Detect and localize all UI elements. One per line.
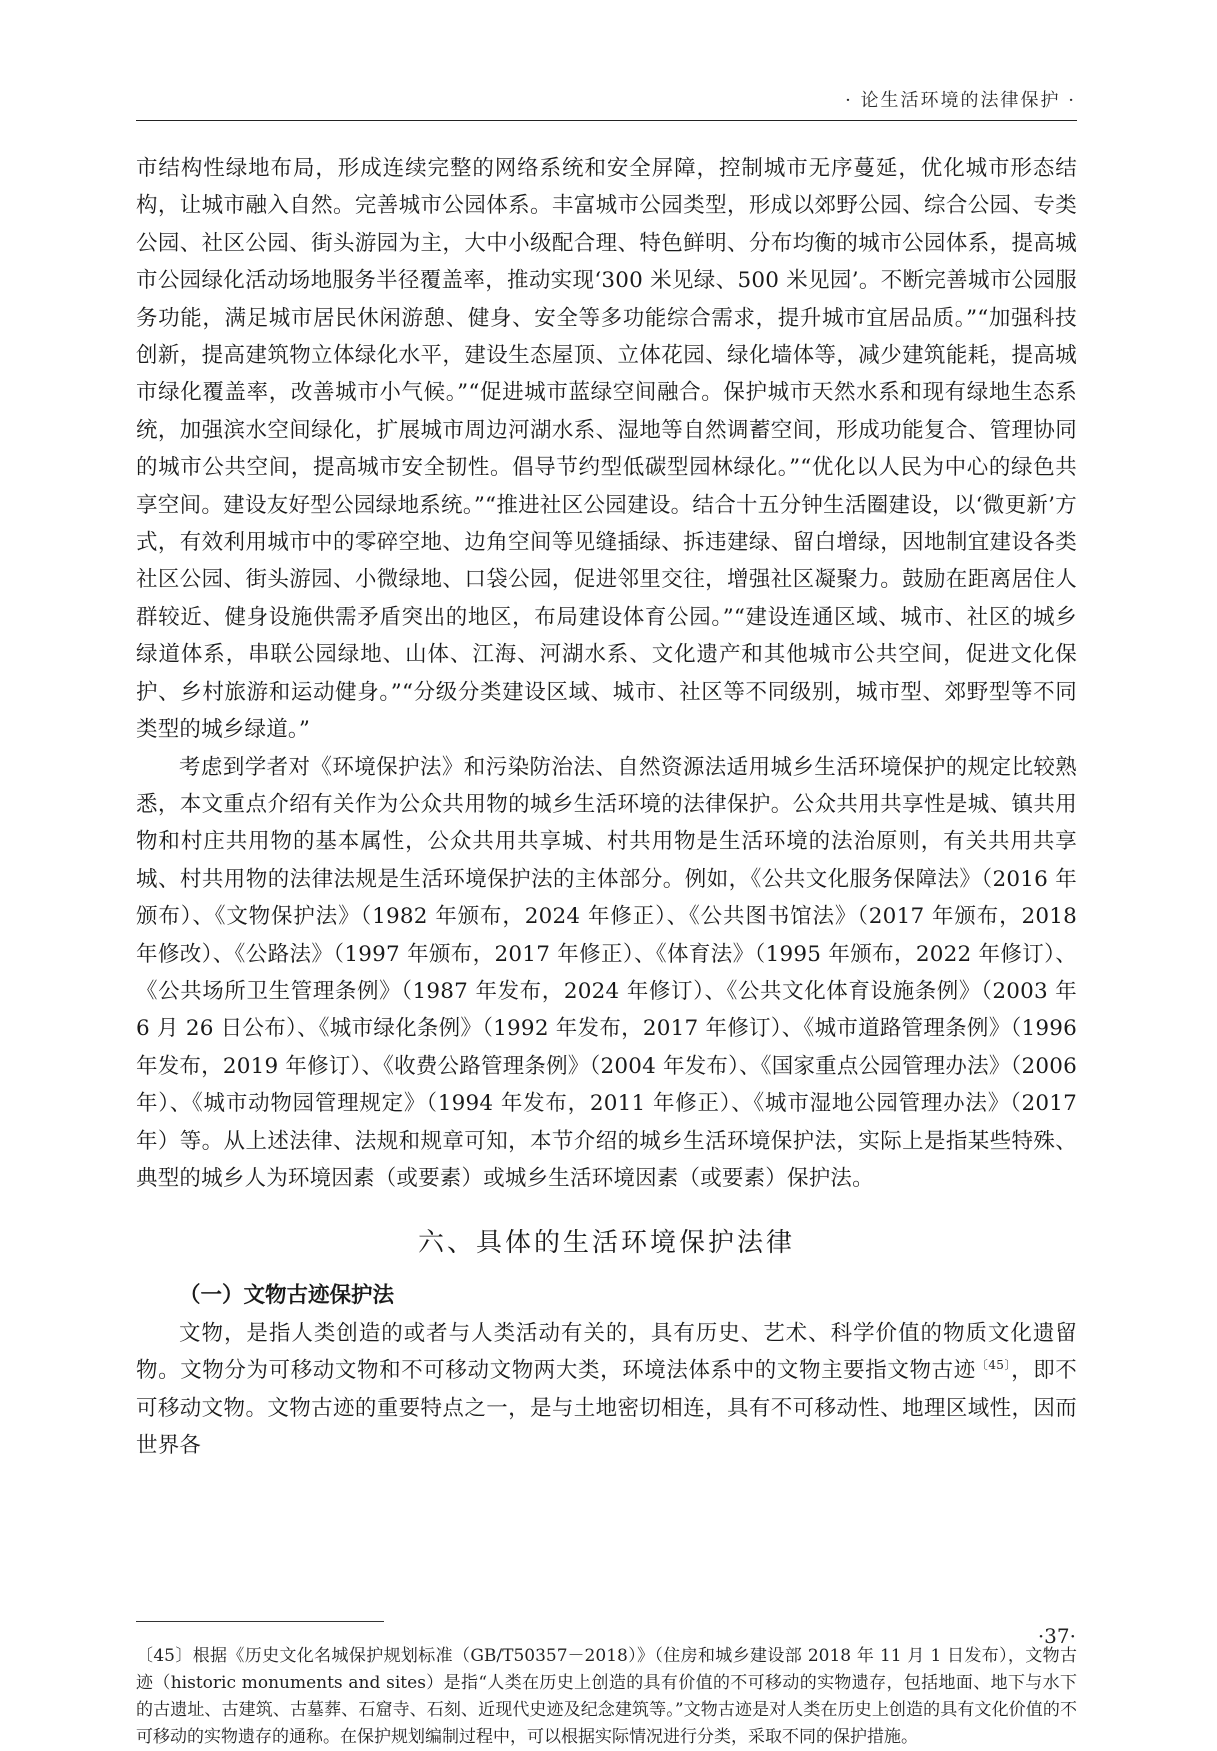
subsection-title: （一）文物古迹保护法 [179,1283,395,1309]
footnote-text: 〔45〕根据《历史文化名城保护规划标准（GB/T50357－2018）》（住房和城乡建设部 2018 年 11 月 1 日发布），文物古迹（historic monuments and sites）是指“人类在历史上创造的具有价值的不可移动的实物遗存，包括地面、地下与水下的古遗址、古建筑、古墓葬、石窟寺、石刻、近现代史迹及纪念建筑等。”文物古迹是对人类在历史上创造的具有文化价值的不可移动的实物遗存的通称。在保护规划编制过程中，可以根据实际情况进行分类，采取不同的保护措施。 [136,1646,1077,1747]
paragraph-3-before: 文物，是指人类创造的或者与人类活动有关的，具有历史、艺术、科学价值的物质文化遗留物。文物分为可移动文物和不可移动文物两大类，环境法体系中的文物主要指文物古迹 [136,1320,1077,1384]
paragraph-1: 市结构性绿地布局，形成连续完整的网络系统和安全屏障，控制城市无序蔓延，优化城市形态结构，让城市融入自然。完善城市公园体系。丰富城市公园类型，形成以郊野公园、综合公园、专类公园、社区公园、街头游园为主，大中小级配合理、特色鲜明、分布均衡的城市公园体系，提高城市公园绿化活动场地服务半径覆盖率，推动实现‘300 米见绿、500 米见园’。不断完善城市公园服务功能，满足城市居民休闲游憩、健身、安全等多功能综合需求，提升城市宜居品质。”“加强科技创新，提高建筑物立体绿化水平，建设生态屋顶、立体花园、绿化墙体等，减少建筑能耗，提高城市绿化覆盖率，改善城市小气候。”“促进城市蓝绿空间融合。保护城市天然水系和现有绿地生态系统，加强滨水空间绿化，扩展城市周边河湖水系、湿地等自然调蓄空间，形成功能复合、管理协同的城市公共空间，提高城市安全韧性。倡导节约型低碳型园林绿化。”“优化以人民为中心的绿色共享空间。建设友好型公园绿地系统。”“推进社区公园建设。结合十五分钟生活圈建设，以‘微更新’方式，有效利用城市中的零碎空地、边角空间等见缝插绿、拆违建绿、留白增绿，因地制宜建设各类社区公园、街头游园、小微绿地、口袋公园，促进邻里交往，增强社区凝聚力。鼓励在距离居住人群较近、健身设施供需矛盾突出的地区，布局建设体育公园。”“建设连通区域、城市、社区的城乡绿道体系，串联公园绿地、山体、江海、河湖水系、文化遗产和其他城市公共空间，促进文化保护、乡村旅游和运动健身。”“分级分类建设区域、城市、社区等不同级别，城市型、郊野型等不同类型的城乡绿道。” [136,156,1077,743]
body-text [136,150,1077,1464]
footnote-rule [136,1621,384,1622]
section-title: 六、具体的生活环境保护法律 [417,1228,795,1259]
paragraph-3-after: ，即不可移动文物。文物古迹的重要特点之一，是与土地密切相连，具有不可移动性、地理区域性，因而世界各 [136,1358,1077,1458]
paragraph-2: 考虑到学者对《环境保护法》和污染防治法、自然资源法适用城乡生活环境保护的规定比较熟悉，本文重点介绍有关作为公众共用物的城乡生活环境的法律保护。公众共用共享性是城、镇共用物和村庄共用物的基本属性，公众共用共享城、村共用物是生活环境的法治原则，有关共用共享城、村共用物的法律法规是生活环境保护法的主体部分。例如，《公共文化服务保障法》（2016 年颁布）、《文物保护法》（1982 年颁布，2024 年修正）、《公共图书馆法》（2017 年颁布，2018 年修改）、《公路法》（1997 年颁布，2017 年修正）、《体育法》（1995 年颁布，2022 年修订）、《公共场所卫生管理条例》（1987 年发布，2024 年修订）、《公共文化体育设施条例》（2003 年 6 月 26 日公布）、《城市绿化条例》（1992 年发布，2017 年修订）、《城市道路管理条例》（1996 年发布，2019 年修订）、《收费公路管理条例》（2004 年发布）、《国家重点公园管理办法》（2006 年）、《城市动物园管理规定》（1994 年发布，2011 年修正）、《城市湿地公园管理办法》（2017 年）等。从上述法律、法规和规章可知，本节介绍的城乡生活环境保护法，实际上是指某些特殊、典型的城乡人为环境因素（或要素）或城乡生活环境因素（或要素）保护法。 [136,754,1077,1191]
footnote-marker: 〔45〕 [975,1358,1012,1373]
page-number: ·37· [1037,1624,1076,1648]
header-rule [136,120,1077,121]
paragraph-3 [136,1315,1077,1465]
running-head: · 论生活环境的法律保护 · [845,90,1076,111]
footnote [136,1643,1077,1751]
